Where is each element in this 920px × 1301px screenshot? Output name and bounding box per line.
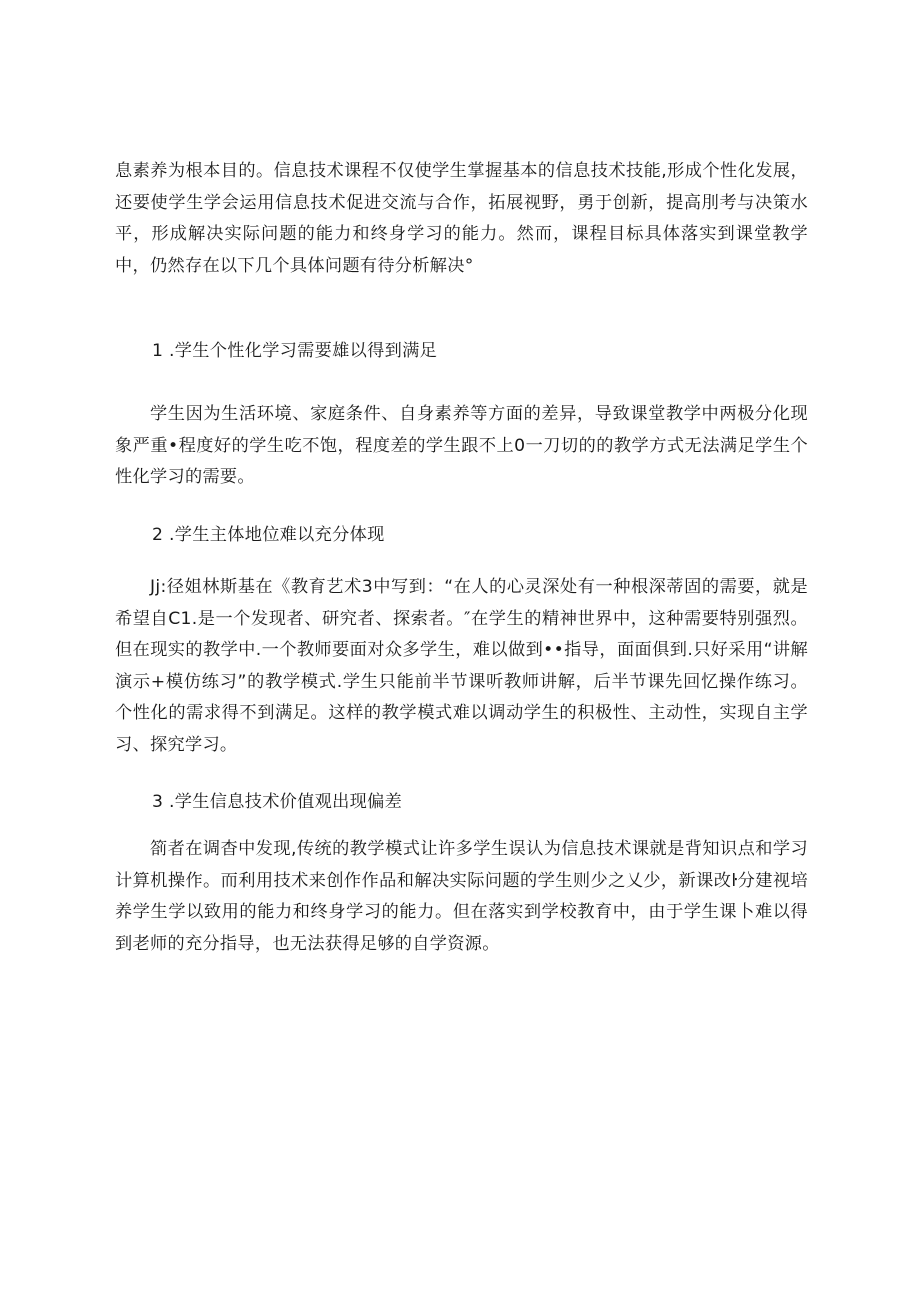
section-1-paragraph: 学生因为生活环境、家庭条件、自身素养等方面的差异，导致课堂教学中两极分化现象严重•程度好的学生吃不饱，程度差的学生跟不上0一刀切的的教学方式无法满足学生个性化学习的需要。 [115, 404, 808, 487]
section-2-heading: 2 .学生主体地位难以充分体现 [152, 525, 385, 545]
intro-paragraph: 息素养为根本目的。信息技术课程不仅使学生掌握基本的信息技术技能,形成个性化发展，还要使学生学会运用信息技术促进交流与合作，拓展视野，勇于创新，提高刖考与决策水平，形成解决实际问题的能力和终身学习的能力。然而，课程目标具体落实到课堂教学中，仍然存在以下几个具体问题有待分析解决° [115, 161, 808, 276]
section-3-heading: 3 .学生信息技术价值观出现偏差 [152, 792, 403, 812]
section-3-paragraph: 箚者在调杳中发现,传统的教学模式让许多学生误认为信息技术课就是背知识点和学习计算机操作。而利用技术来创作作品和解决实际问题的学生则少之乂少，新课改ŀ分建视培养学生学以致用的能力和终身学习的能力。但在落实到学校教育中，由于学生课卜难以得到老师的充分指导，也无法获得足够的自学资源。 [115, 839, 808, 954]
section-2-paragraph: Jj:径姐林斯基在《教育艺术3中写到：“在人的心灵深处有一种根深蒂固的需要，就是希望自C1.是一个发现者、研究者、探索者。″在学生的精神世界中，这种需要特别强烈。但在现实的教学中.一个教师要面对众多学生，难以做到••指导，面面俱到.只好采用“讲解演示+模仿练习”的教学模式.学生只能前半节课听教师讲解，后半节课先回忆操作练习。个性化的需求得不到满足。这样的教学模式难以调动学生的积极性、主动性，实现自主学习、探究学习。 [115, 577, 808, 755]
section-1-heading: 1 .学生个性化学习需要雄以得到满足 [152, 341, 438, 361]
